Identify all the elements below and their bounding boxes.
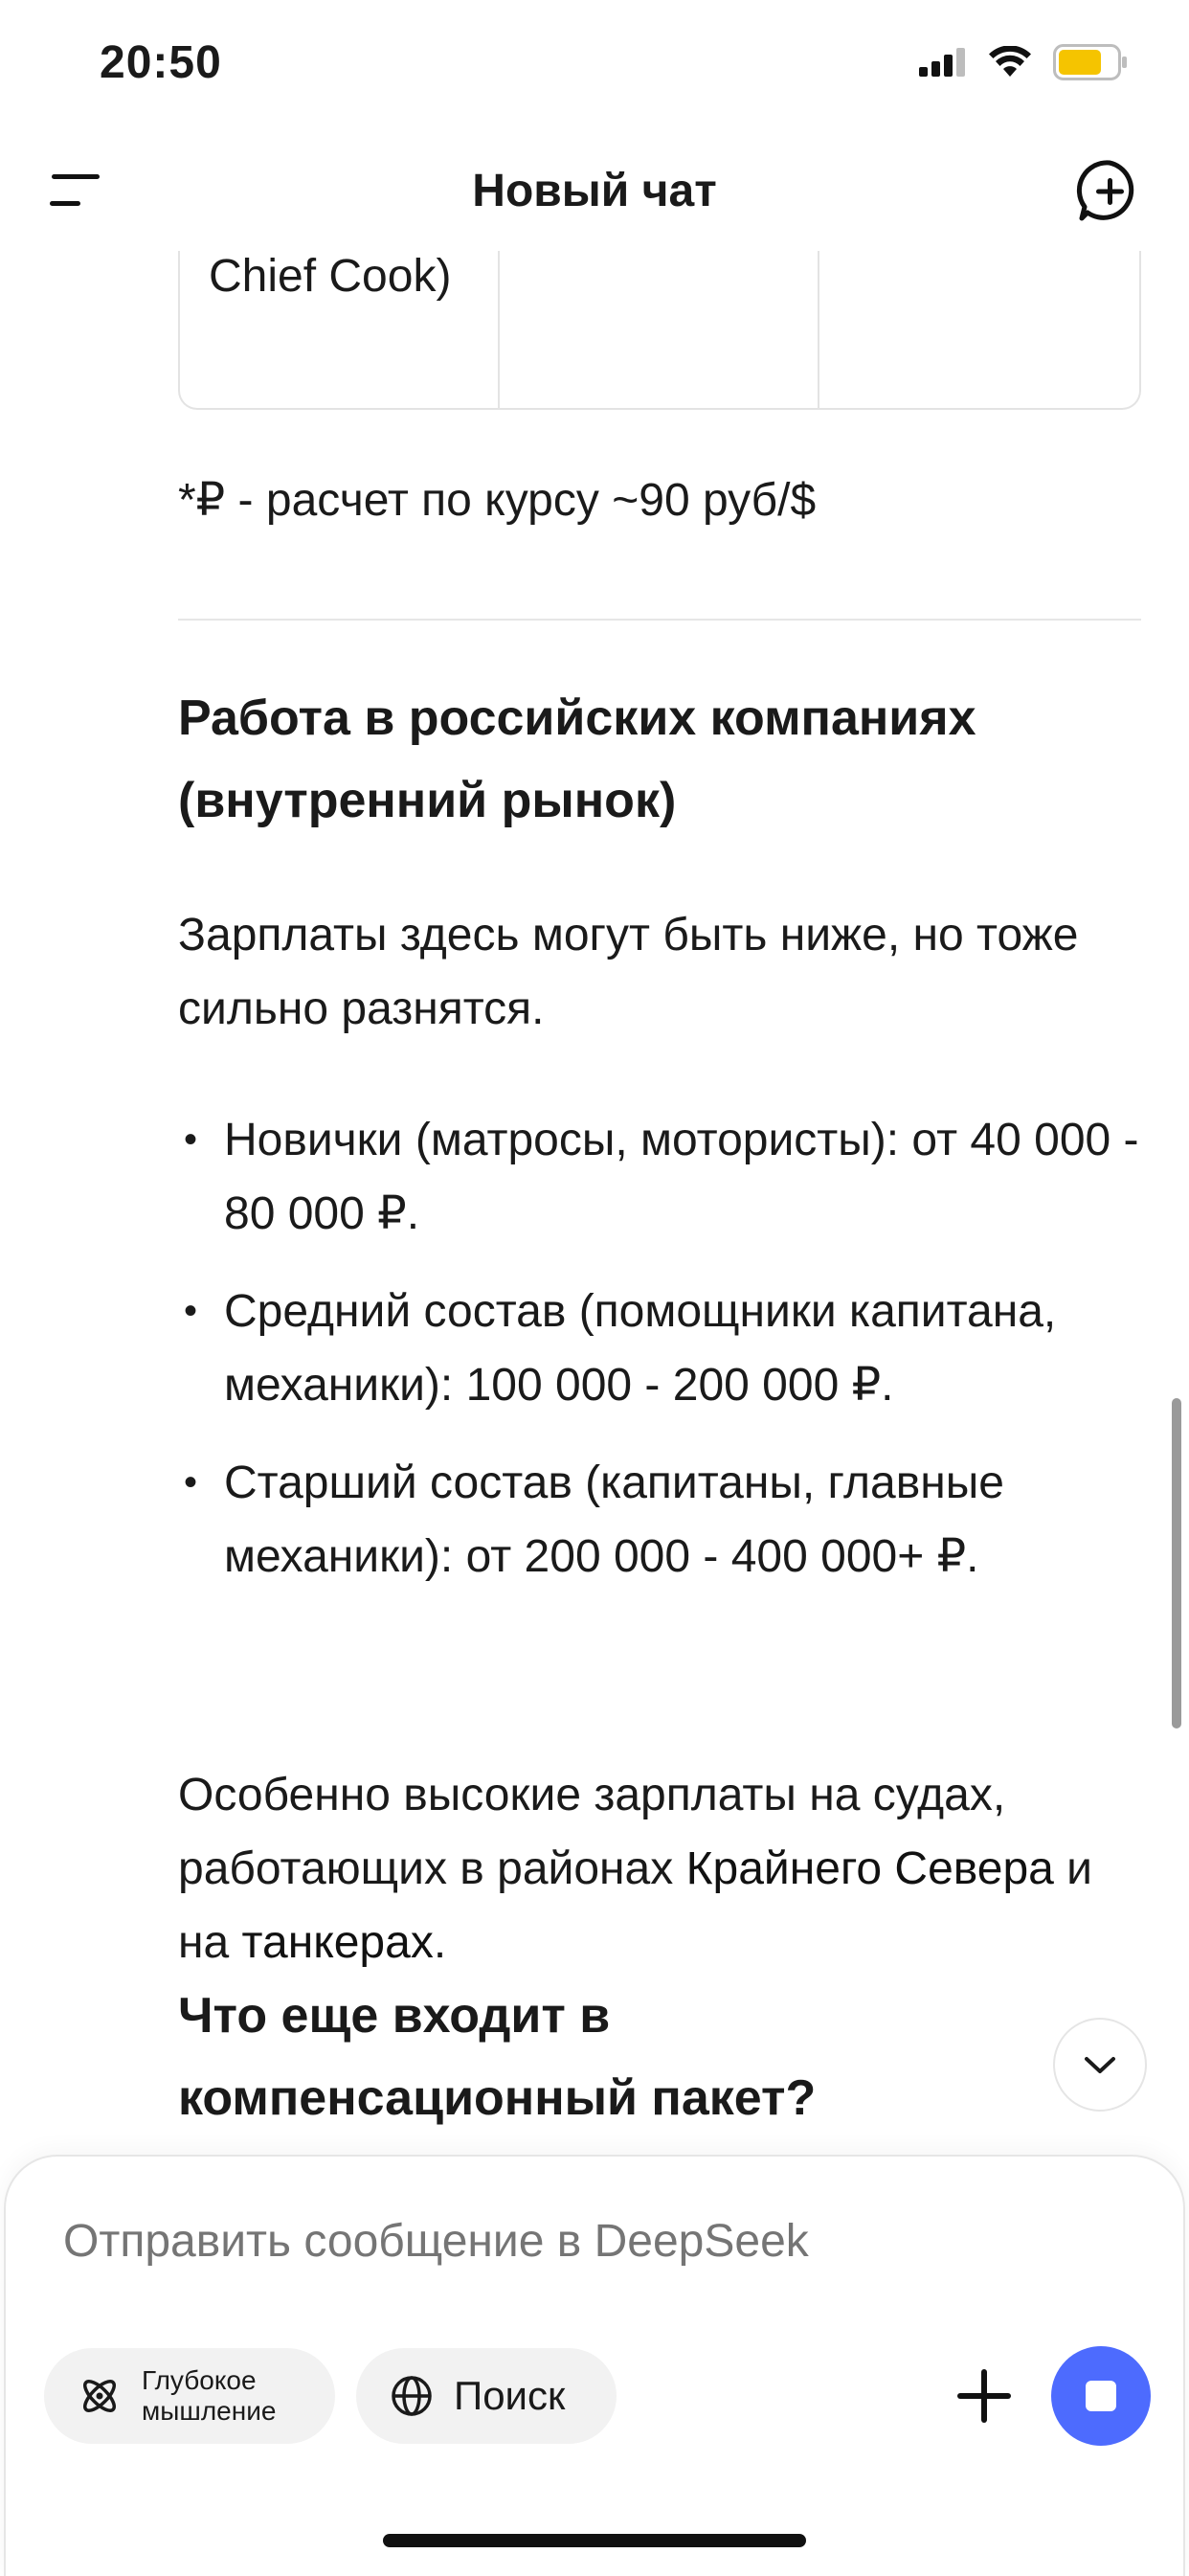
page-title: Новый чат [472, 166, 717, 216]
bullet-label: Старший состав (капитаны, главные механики): [224, 1457, 1004, 1582]
status-time: 20:50 [100, 37, 222, 88]
deep-think-label: Глубокое мышление [142, 2365, 277, 2426]
salary-bullet-list [178, 1103, 1141, 1617]
salary-table-fragment [178, 251, 1141, 410]
list-item [178, 1275, 1141, 1422]
table-cell [500, 251, 819, 408]
bullet-value: от 40 000 - 80 000 ₽. [224, 1115, 1139, 1239]
wifi-icon [988, 46, 1032, 79]
home-indicator [383, 2534, 806, 2547]
closing-emphasis: Крайнего Севера [685, 1843, 1054, 1894]
heading-line: компенсационный пакет? [178, 2070, 817, 2126]
app-header [0, 144, 1189, 239]
message-composer [4, 2155, 1185, 2576]
stop-generation-button[interactable] [1051, 2346, 1151, 2446]
search-label: Поиск [454, 2373, 566, 2418]
status-icons [919, 44, 1128, 80]
closing-emphasis: танкерах [241, 1917, 434, 1968]
section-heading-russian-companies [178, 677, 1135, 842]
divider [178, 619, 1141, 621]
chevron-down-icon [1081, 2053, 1119, 2076]
heading-line: Работа в российских компаниях [178, 690, 976, 746]
stop-icon [1086, 2381, 1116, 2411]
table-cell: Chief Cook) [180, 251, 500, 408]
plus-icon [946, 2358, 1022, 2434]
table-cell [819, 251, 1139, 408]
attach-button[interactable] [946, 2358, 1022, 2434]
section-closing-paragraph [178, 1758, 1141, 1979]
bullet-label: Средний состав (помощники капитана, механики): [224, 1286, 1057, 1411]
deep-think-toggle[interactable] [44, 2348, 335, 2444]
atom-icon [77, 2373, 123, 2419]
bullet-label: Новички (матросы, мотористы): [224, 1115, 900, 1165]
section-heading-compensation [178, 1975, 1135, 2139]
list-item [178, 1446, 1141, 1593]
list-item [178, 1103, 1141, 1251]
status-bar [0, 0, 1189, 134]
message-input[interactable] [61, 2214, 1118, 2269]
scroll-to-bottom-button[interactable] [1053, 2018, 1147, 2112]
closing-text: Особенно высокие зарплаты на судах, работающих в районах [178, 1770, 1006, 1894]
battery-icon [1053, 44, 1128, 80]
globe-icon [389, 2373, 435, 2419]
closing-text: . [433, 1917, 447, 1968]
new-chat-icon [1076, 157, 1143, 224]
closing-text: и на [178, 1843, 1092, 1968]
heading-line: Что еще входит в [178, 1988, 611, 2044]
exchange-rate-note: *₽ - расчет по курсу ~90 руб/$ [178, 475, 817, 526]
cellular-signal-icon [919, 48, 967, 77]
scrollbar[interactable] [1172, 1398, 1181, 1729]
search-toggle[interactable] [356, 2348, 617, 2444]
chat-message-content [0, 251, 1189, 2157]
bullet-value: 100 000 - 200 000 ₽. [453, 1360, 894, 1411]
bullet-value: от 200 000 - 400 000+ ₽. [453, 1531, 979, 1582]
section-intro-paragraph: Зарплаты здесь могут быть ниже, но тоже сильно разнятся. [178, 910, 1079, 1034]
heading-line: (внутренний рынок) [178, 773, 677, 828]
new-chat-button[interactable] [1076, 157, 1143, 224]
